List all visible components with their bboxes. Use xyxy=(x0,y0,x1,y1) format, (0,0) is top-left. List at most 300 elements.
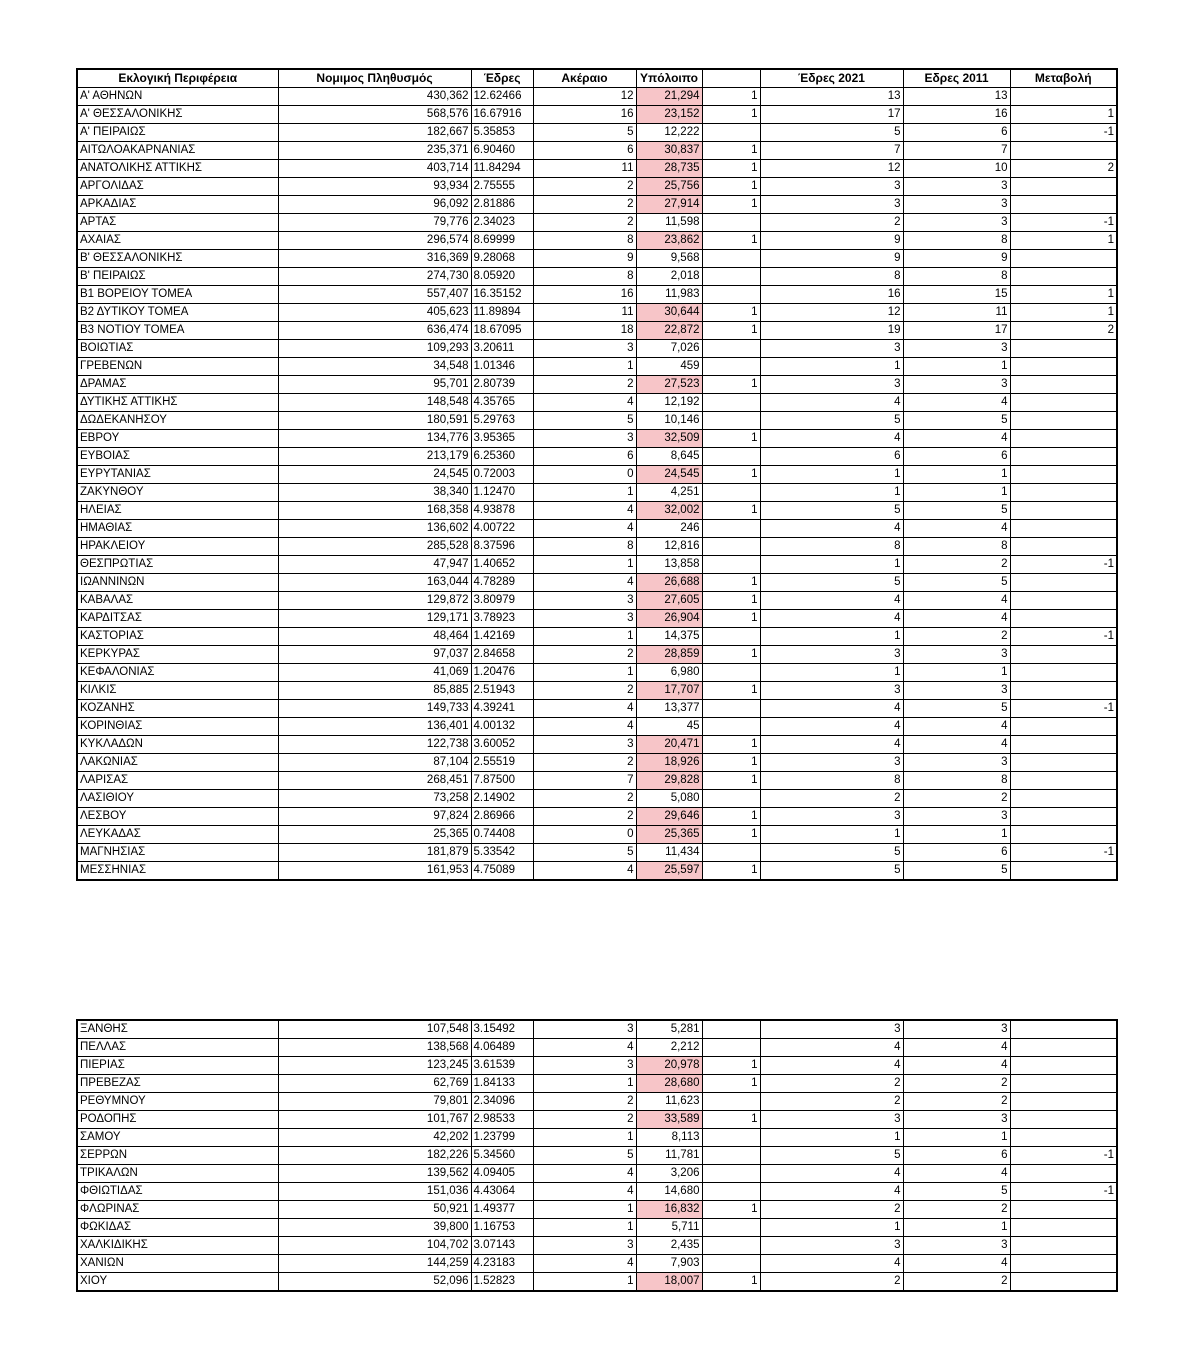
cell-population: 122,738 xyxy=(278,736,471,754)
table-row xyxy=(77,1147,1117,1165)
cell-integer: 16 xyxy=(533,106,636,124)
cell-seats-2021: 9 xyxy=(760,232,903,250)
cell-population: 95,701 xyxy=(278,376,471,394)
cell-seats-2021: 3 xyxy=(760,1237,903,1255)
cell-remainder: 29,828 xyxy=(636,772,702,790)
cell-change xyxy=(1010,1075,1117,1093)
cell-extra-seat xyxy=(702,1237,760,1255)
cell-population: 62,769 xyxy=(278,1075,471,1093)
cell-change xyxy=(1010,1057,1117,1075)
table-row xyxy=(77,178,1117,196)
cell-seats-2021: 8 xyxy=(760,538,903,556)
cell-change: 1 xyxy=(1010,106,1117,124)
cell-integer: 1 xyxy=(533,1129,636,1147)
cell-population: 41,069 xyxy=(278,664,471,682)
cell-remainder: 13,858 xyxy=(636,556,702,574)
cell-extra-seat xyxy=(702,1183,760,1201)
cell-seats: 0.74408 xyxy=(471,826,533,844)
table-row xyxy=(77,394,1117,412)
cell-seats-2011: 13 xyxy=(903,88,1010,106)
cell-remainder: 26,688 xyxy=(636,574,702,592)
cell-seats: 4.43064 xyxy=(471,1183,533,1201)
cell-extra-seat: 1 xyxy=(702,196,760,214)
cell-extra-seat xyxy=(702,556,760,574)
cell-integer: 2 xyxy=(533,754,636,772)
cell-remainder: 26,904 xyxy=(636,610,702,628)
cell-remainder: 5,080 xyxy=(636,790,702,808)
cell-extra-seat: 1 xyxy=(702,1201,760,1219)
cell-seats: 1.12470 xyxy=(471,484,533,502)
cell-seats-2011: 4 xyxy=(903,610,1010,628)
cell-integer: 12 xyxy=(533,88,636,106)
cell-extra-seat: 1 xyxy=(702,466,760,484)
cell-seats: 4.93878 xyxy=(471,502,533,520)
table-row xyxy=(77,1020,1117,1039)
cell-seats-2011: 8 xyxy=(903,232,1010,250)
cell-remainder: 33,589 xyxy=(636,1111,702,1129)
cell-seats-2011: 4 xyxy=(903,1057,1010,1075)
cell-integer: 4 xyxy=(533,718,636,736)
cell-extra-seat xyxy=(702,700,760,718)
cell-integer: 3 xyxy=(533,610,636,628)
cell-population: 148,548 xyxy=(278,394,471,412)
cell-seats-2011: 6 xyxy=(903,1147,1010,1165)
cell-integer: 1 xyxy=(533,1219,636,1237)
cell-seats-2021: 4 xyxy=(760,1165,903,1183)
cell-population: 181,879 xyxy=(278,844,471,862)
cell-seats: 11.89894 xyxy=(471,304,533,322)
cell-seats-2011: 5 xyxy=(903,412,1010,430)
cell-remainder: 8,645 xyxy=(636,448,702,466)
cell-integer: 4 xyxy=(533,502,636,520)
cell-seats-2011: 3 xyxy=(903,682,1010,700)
cell-integer: 11 xyxy=(533,160,636,178)
cell-seats-2021: 1 xyxy=(760,484,903,502)
cell-remainder: 20,978 xyxy=(636,1057,702,1075)
cell-seats: 12.62466 xyxy=(471,88,533,106)
cell-population: 97,037 xyxy=(278,646,471,664)
cell-seats-2021: 3 xyxy=(760,754,903,772)
table-row xyxy=(77,340,1117,358)
cell-seats-2021: 12 xyxy=(760,160,903,178)
table-row xyxy=(77,592,1117,610)
cell-change xyxy=(1010,538,1117,556)
cell-extra-seat: 1 xyxy=(702,376,760,394)
cell-seats: 3.78923 xyxy=(471,610,533,628)
table-row xyxy=(77,124,1117,142)
table-row xyxy=(77,520,1117,538)
cell-constituency: ΣΑΜΟΥ xyxy=(77,1129,278,1147)
cell-population: 274,730 xyxy=(278,268,471,286)
cell-constituency: Α' ΠΕΙΡΑΙΩΣ xyxy=(77,124,278,142)
cell-seats-2011: 1 xyxy=(903,826,1010,844)
cell-extra-seat xyxy=(702,1165,760,1183)
table-row xyxy=(77,430,1117,448)
cell-seats-2021: 2 xyxy=(760,1093,903,1111)
cell-change xyxy=(1010,808,1117,826)
cell-change xyxy=(1010,448,1117,466)
cell-seats: 2.34096 xyxy=(471,1093,533,1111)
cell-change xyxy=(1010,1201,1117,1219)
cell-remainder: 11,434 xyxy=(636,844,702,862)
cell-integer: 3 xyxy=(533,1237,636,1255)
cell-population: 39,800 xyxy=(278,1219,471,1237)
header-constituency: Εκλογική Περιφέρεια xyxy=(77,69,278,88)
cell-remainder: 459 xyxy=(636,358,702,376)
cell-constituency: ΑΡΤΑΣ xyxy=(77,214,278,232)
cell-integer: 18 xyxy=(533,322,636,340)
cell-seats: 6.25360 xyxy=(471,448,533,466)
cell-seats: 8.69999 xyxy=(471,232,533,250)
cell-remainder: 11,983 xyxy=(636,286,702,304)
cell-seats-2011: 2 xyxy=(903,1093,1010,1111)
cell-integer: 4 xyxy=(533,574,636,592)
header-population: Νομιμος Πληθυσμός xyxy=(278,69,471,88)
cell-population: 139,562 xyxy=(278,1165,471,1183)
cell-change xyxy=(1010,1020,1117,1039)
cell-remainder: 24,545 xyxy=(636,466,702,484)
cell-remainder: 13,377 xyxy=(636,700,702,718)
cell-change xyxy=(1010,430,1117,448)
cell-seats-2021: 2 xyxy=(760,214,903,232)
cell-extra-seat: 1 xyxy=(702,610,760,628)
cell-remainder: 3,206 xyxy=(636,1165,702,1183)
cell-constituency: ΦΛΩΡΙΝΑΣ xyxy=(77,1201,278,1219)
cell-seats-2021: 12 xyxy=(760,304,903,322)
cell-change xyxy=(1010,826,1117,844)
cell-extra-seat xyxy=(702,628,760,646)
cell-seats: 8.05920 xyxy=(471,268,533,286)
table-row xyxy=(77,754,1117,772)
cell-remainder: 28,735 xyxy=(636,160,702,178)
cell-seats-2011: 1 xyxy=(903,358,1010,376)
cell-population: 129,872 xyxy=(278,592,471,610)
cell-integer: 6 xyxy=(533,142,636,160)
cell-seats-2021: 4 xyxy=(760,430,903,448)
cell-extra-seat: 1 xyxy=(702,646,760,664)
cell-remainder: 22,872 xyxy=(636,322,702,340)
cell-constituency: Β1 ΒΟΡΕΙΟΥ ΤΟΜΕΑ xyxy=(77,286,278,304)
cell-extra-seat: 1 xyxy=(702,736,760,754)
cell-constituency: ΔΩΔΕΚΑΝΗΣΟΥ xyxy=(77,412,278,430)
table-row xyxy=(77,826,1117,844)
cell-change: -1 xyxy=(1010,124,1117,142)
cell-population: 182,667 xyxy=(278,124,471,142)
cell-change xyxy=(1010,1039,1117,1057)
cell-remainder: 28,680 xyxy=(636,1075,702,1093)
cell-remainder: 6,980 xyxy=(636,664,702,682)
cell-integer: 1 xyxy=(533,358,636,376)
cell-change xyxy=(1010,664,1117,682)
cell-integer: 4 xyxy=(533,862,636,881)
cell-constituency: ΔΡΑΜΑΣ xyxy=(77,376,278,394)
cell-population: 557,407 xyxy=(278,286,471,304)
cell-extra-seat: 1 xyxy=(702,178,760,196)
cell-seats: 3.95365 xyxy=(471,430,533,448)
cell-seats-2011: 3 xyxy=(903,1020,1010,1039)
table-row xyxy=(77,1219,1117,1237)
cell-seats-2011: 16 xyxy=(903,106,1010,124)
cell-change: -1 xyxy=(1010,556,1117,574)
table-body-continued xyxy=(77,1020,1117,1291)
cell-seats-2021: 1 xyxy=(760,628,903,646)
cell-extra-seat: 1 xyxy=(702,430,760,448)
cell-seats: 3.15492 xyxy=(471,1020,533,1039)
cell-seats: 2.75555 xyxy=(471,178,533,196)
cell-constituency: ΧΑΝΙΩΝ xyxy=(77,1255,278,1273)
table-row xyxy=(77,106,1117,124)
cell-seats-2021: 4 xyxy=(760,736,903,754)
cell-seats: 4.09405 xyxy=(471,1165,533,1183)
cell-integer: 2 xyxy=(533,214,636,232)
cell-integer: 4 xyxy=(533,1039,636,1057)
cell-population: 47,947 xyxy=(278,556,471,574)
cell-seats-2021: 3 xyxy=(760,646,903,664)
cell-extra-seat xyxy=(702,520,760,538)
cell-integer: 2 xyxy=(533,1111,636,1129)
cell-extra-seat: 1 xyxy=(702,1057,760,1075)
cell-seats: 18.67095 xyxy=(471,322,533,340)
cell-remainder: 11,623 xyxy=(636,1093,702,1111)
cell-seats-2011: 15 xyxy=(903,286,1010,304)
header-extra xyxy=(702,69,760,88)
cell-population: 268,451 xyxy=(278,772,471,790)
cell-extra-seat xyxy=(702,1219,760,1237)
cell-change: -1 xyxy=(1010,628,1117,646)
cell-extra-seat: 1 xyxy=(702,106,760,124)
table-row xyxy=(77,412,1117,430)
cell-seats: 7.87500 xyxy=(471,772,533,790)
cell-constituency: ΚΑΡΔΙΤΣΑΣ xyxy=(77,610,278,628)
cell-change xyxy=(1010,790,1117,808)
cell-population: 403,714 xyxy=(278,160,471,178)
header-seats: Έδρες xyxy=(471,69,533,88)
cell-seats-2011: 3 xyxy=(903,646,1010,664)
cell-extra-seat xyxy=(702,1093,760,1111)
cell-population: 161,953 xyxy=(278,862,471,881)
cell-seats-2021: 3 xyxy=(760,178,903,196)
cell-seats-2011: 3 xyxy=(903,808,1010,826)
cell-integer: 3 xyxy=(533,1057,636,1075)
cell-population: 107,548 xyxy=(278,1020,471,1039)
cell-change xyxy=(1010,718,1117,736)
cell-seats-2021: 5 xyxy=(760,124,903,142)
cell-seats: 5.29763 xyxy=(471,412,533,430)
cell-constituency: ΚΕΦΑΛΟΝΙΑΣ xyxy=(77,664,278,682)
cell-extra-seat xyxy=(702,286,760,304)
table-body-main xyxy=(77,88,1117,881)
cell-change xyxy=(1010,1111,1117,1129)
cell-remainder: 21,294 xyxy=(636,88,702,106)
table-row xyxy=(77,502,1117,520)
cell-extra-seat: 1 xyxy=(702,1111,760,1129)
cell-remainder: 14,680 xyxy=(636,1183,702,1201)
table-row xyxy=(77,700,1117,718)
cell-population: 50,921 xyxy=(278,1201,471,1219)
cell-integer: 6 xyxy=(533,448,636,466)
cell-integer: 1 xyxy=(533,664,636,682)
cell-seats: 6.90460 xyxy=(471,142,533,160)
cell-constituency: ΠΕΛΛΑΣ xyxy=(77,1039,278,1057)
cell-population: 129,171 xyxy=(278,610,471,628)
cell-seats-2021: 2 xyxy=(760,1075,903,1093)
cell-constituency: ΑΙΤΩΛΟΑΚΑΡΝΑΝΙΑΣ xyxy=(77,142,278,160)
table-row xyxy=(77,448,1117,466)
cell-seats: 4.39241 xyxy=(471,700,533,718)
cell-population: 134,776 xyxy=(278,430,471,448)
cell-remainder: 23,862 xyxy=(636,232,702,250)
cell-seats: 2.51943 xyxy=(471,682,533,700)
cell-seats-2011: 4 xyxy=(903,430,1010,448)
cell-population: 25,365 xyxy=(278,826,471,844)
cell-seats: 1.16753 xyxy=(471,1219,533,1237)
cell-constituency: ΘΕΣΠΡΩΤΙΑΣ xyxy=(77,556,278,574)
cell-seats-2021: 4 xyxy=(760,1255,903,1273)
cell-change: 2 xyxy=(1010,160,1117,178)
table-row xyxy=(77,538,1117,556)
cell-seats-2011: 17 xyxy=(903,322,1010,340)
cell-constituency: ΚΑΒΑΛΑΣ xyxy=(77,592,278,610)
cell-seats-2021: 3 xyxy=(760,196,903,214)
cell-constituency: ΛΕΥΚΑΔΑΣ xyxy=(77,826,278,844)
cell-remainder: 5,711 xyxy=(636,1219,702,1237)
cell-seats: 5.35853 xyxy=(471,124,533,142)
cell-integer: 4 xyxy=(533,1255,636,1273)
cell-seats-2011: 4 xyxy=(903,1255,1010,1273)
cell-extra-seat xyxy=(702,412,760,430)
cell-change xyxy=(1010,88,1117,106)
cell-constituency: ΤΡΙΚΑΛΩΝ xyxy=(77,1165,278,1183)
cell-seats-2011: 3 xyxy=(903,178,1010,196)
cell-seats-2021: 8 xyxy=(760,772,903,790)
cell-seats-2021: 3 xyxy=(760,1020,903,1039)
cell-change xyxy=(1010,268,1117,286)
cell-extra-seat: 1 xyxy=(702,592,760,610)
cell-extra-seat: 1 xyxy=(702,502,760,520)
cell-constituency: ΚΕΡΚΥΡΑΣ xyxy=(77,646,278,664)
cell-remainder: 28,859 xyxy=(636,646,702,664)
cell-seats-2011: 1 xyxy=(903,466,1010,484)
table-row xyxy=(77,304,1117,322)
cell-integer: 8 xyxy=(533,538,636,556)
cell-extra-seat xyxy=(702,340,760,358)
cell-integer: 1 xyxy=(533,1273,636,1292)
table-row xyxy=(77,358,1117,376)
cell-integer: 4 xyxy=(533,1183,636,1201)
cell-constituency: ΛΑΣΙΘΙΟΥ xyxy=(77,790,278,808)
cell-constituency: ΗΡΑΚΛΕΙΟΥ xyxy=(77,538,278,556)
cell-change xyxy=(1010,196,1117,214)
cell-integer: 2 xyxy=(533,790,636,808)
cell-constituency: ΗΛΕΙΑΣ xyxy=(77,502,278,520)
cell-seats-2011: 6 xyxy=(903,448,1010,466)
cell-remainder: 12,192 xyxy=(636,394,702,412)
table-row xyxy=(77,772,1117,790)
cell-remainder: 14,375 xyxy=(636,628,702,646)
cell-population: 636,474 xyxy=(278,322,471,340)
cell-integer: 1 xyxy=(533,628,636,646)
cell-seats-2011: 5 xyxy=(903,574,1010,592)
cell-seats: 3.20611 xyxy=(471,340,533,358)
cell-change xyxy=(1010,1219,1117,1237)
cell-population: 296,574 xyxy=(278,232,471,250)
cell-seats-2011: 2 xyxy=(903,1201,1010,1219)
cell-remainder: 17,707 xyxy=(636,682,702,700)
cell-seats-2021: 9 xyxy=(760,250,903,268)
cell-remainder: 18,007 xyxy=(636,1273,702,1292)
cell-seats-2021: 13 xyxy=(760,88,903,106)
cell-seats-2021: 2 xyxy=(760,790,903,808)
cell-population: 144,259 xyxy=(278,1255,471,1273)
cell-remainder: 7,026 xyxy=(636,340,702,358)
table-row xyxy=(77,556,1117,574)
table-row xyxy=(77,790,1117,808)
cell-change: -1 xyxy=(1010,214,1117,232)
cell-integer: 11 xyxy=(533,304,636,322)
cell-constituency: ΔΥΤΙΚΗΣ ΑΤΤΙΚΗΣ xyxy=(77,394,278,412)
cell-integer: 2 xyxy=(533,178,636,196)
cell-population: 96,092 xyxy=(278,196,471,214)
cell-population: 168,358 xyxy=(278,502,471,520)
cell-constituency: ΚΟΖΑΝΗΣ xyxy=(77,700,278,718)
cell-seats-2021: 5 xyxy=(760,502,903,520)
cell-seats-2011: 7 xyxy=(903,142,1010,160)
cell-constituency: ΛΑΚΩΝΙΑΣ xyxy=(77,754,278,772)
cell-seats-2021: 1 xyxy=(760,1219,903,1237)
cell-change: -1 xyxy=(1010,1183,1117,1201)
cell-remainder: 32,002 xyxy=(636,502,702,520)
cell-seats: 2.80739 xyxy=(471,376,533,394)
cell-extra-seat xyxy=(702,358,760,376)
cell-constituency: ΙΩΑΝΝΙΝΩΝ xyxy=(77,574,278,592)
cell-population: 109,293 xyxy=(278,340,471,358)
cell-change xyxy=(1010,772,1117,790)
cell-change xyxy=(1010,1255,1117,1273)
cell-seats-2021: 5 xyxy=(760,1147,903,1165)
cell-seats-2011: 10 xyxy=(903,160,1010,178)
cell-extra-seat: 1 xyxy=(702,322,760,340)
cell-seats-2021: 1 xyxy=(760,556,903,574)
cell-change xyxy=(1010,1237,1117,1255)
cell-population: 123,245 xyxy=(278,1057,471,1075)
cell-seats-2011: 6 xyxy=(903,844,1010,862)
cell-change: -1 xyxy=(1010,1147,1117,1165)
cell-seats-2011: 3 xyxy=(903,376,1010,394)
cell-seats-2011: 3 xyxy=(903,214,1010,232)
table-row xyxy=(77,862,1117,881)
cell-seats-2021: 1 xyxy=(760,664,903,682)
cell-change xyxy=(1010,610,1117,628)
cell-integer: 5 xyxy=(533,124,636,142)
cell-extra-seat xyxy=(702,268,760,286)
cell-seats: 4.78289 xyxy=(471,574,533,592)
cell-population: 568,576 xyxy=(278,106,471,124)
cell-seats: 2.34023 xyxy=(471,214,533,232)
cell-extra-seat: 1 xyxy=(702,682,760,700)
cell-integer: 5 xyxy=(533,844,636,862)
table-row xyxy=(77,196,1117,214)
table-row xyxy=(77,466,1117,484)
table-row xyxy=(77,1255,1117,1273)
cell-population: 52,096 xyxy=(278,1273,471,1292)
cell-seats-2011: 11 xyxy=(903,304,1010,322)
cell-population: 213,179 xyxy=(278,448,471,466)
cell-integer: 0 xyxy=(533,466,636,484)
table-row xyxy=(77,664,1117,682)
cell-population: 73,258 xyxy=(278,790,471,808)
cell-seats-2011: 9 xyxy=(903,250,1010,268)
cell-population: 97,824 xyxy=(278,808,471,826)
